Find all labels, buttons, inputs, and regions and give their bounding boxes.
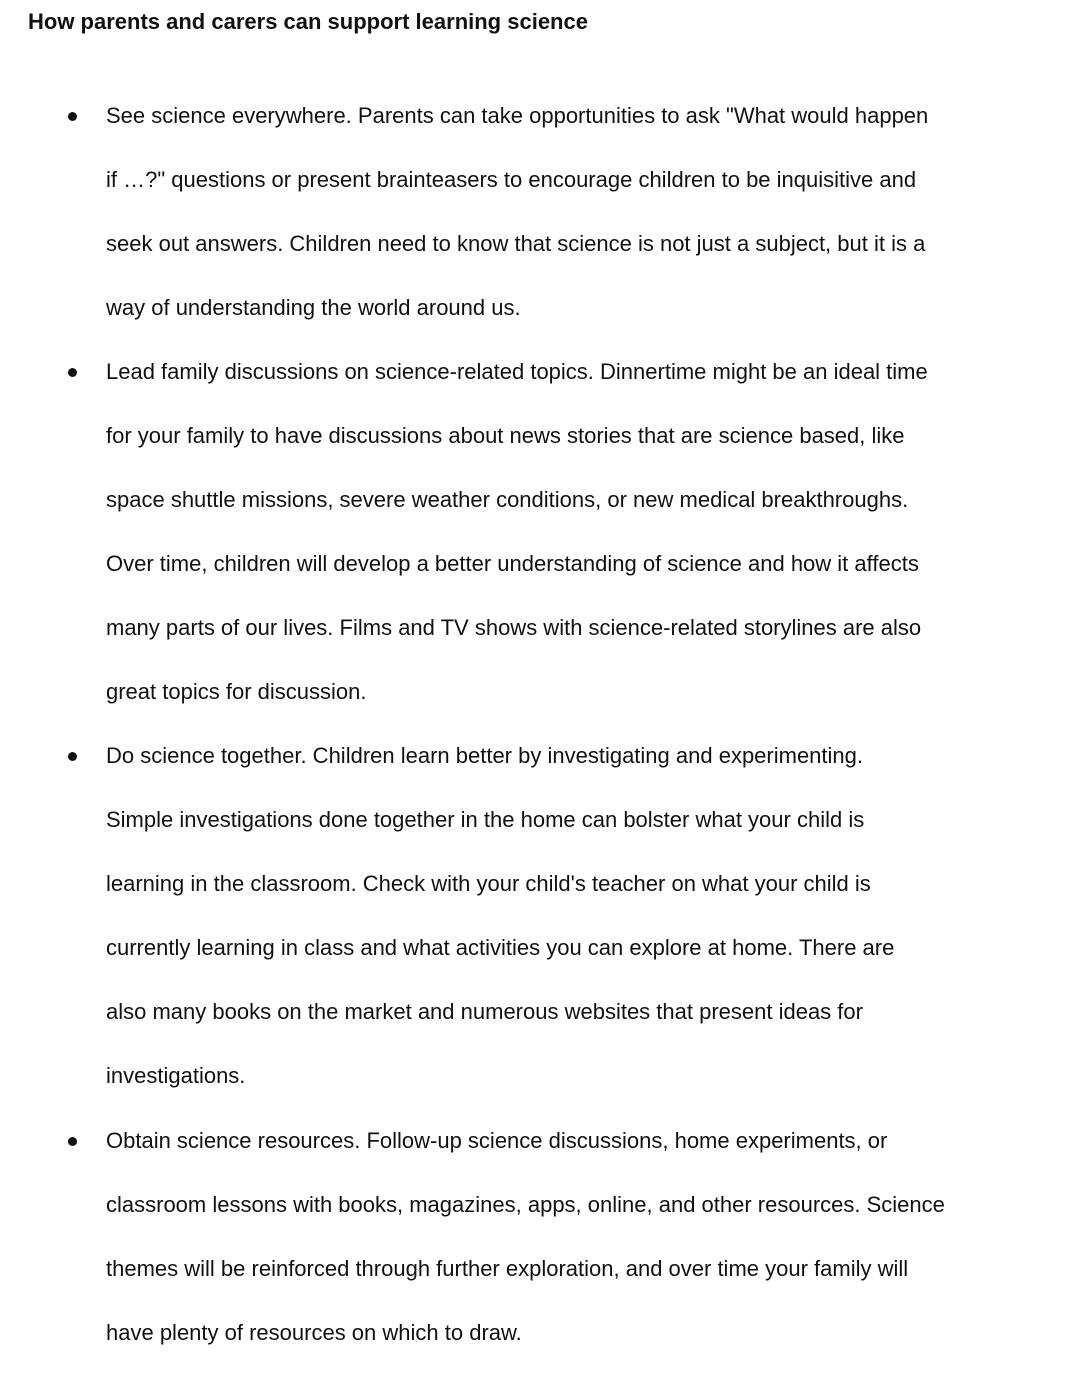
list-item-line: many parts of our lives. Films and TV shows with science-related storylines are also (106, 615, 922, 640)
list-item-line: investigations. (106, 1063, 246, 1088)
list-item-line: currently learning in class and what activities you can explore at home. There are (106, 935, 895, 960)
page-title: How parents and carers can support learning science (28, 9, 588, 34)
list-item-line: have plenty of resources on which to draw. (106, 1320, 522, 1345)
bullet-icon (68, 752, 77, 761)
list-item-line: space shuttle missions, severe weather conditions, or new medical breakthroughs. (106, 487, 909, 512)
list-item-line: also many books on the market and numerous websites that present ideas for (106, 999, 863, 1024)
list-item-line: Do science together. Children learn better by investigating and experimenting. (106, 743, 864, 768)
list-item-line: for your family to have discussions about news stories that are science based, like (106, 423, 905, 448)
list-item-line: Obtain science resources. Follow-up science discussions, home experiments, or (106, 1128, 888, 1153)
list-item-line: great topics for discussion. (106, 679, 367, 704)
list-item-line: See science everywhere. Parents can take opportunities to ask "What would happen (106, 103, 929, 128)
list-item-line: themes will be reinforced through further exploration, and over time your family will (106, 1256, 909, 1281)
list-item-line: if …?" questions or present brainteasers to encourage children to be inquisitive and (106, 167, 917, 192)
list-item-line: classroom lessons with books, magazines, apps, online, and other resources. Science (106, 1192, 945, 1217)
list-item-line: Over time, children will develop a better understanding of science and how it affects (106, 551, 919, 576)
bullet-icon (68, 1137, 77, 1146)
list-item-line: seek out answers. Children need to know that science is not just a subject, but it is a (106, 231, 926, 256)
bullet-icon (68, 368, 77, 377)
list-item-line: Simple investigations done together in the home can bolster what your child is (106, 807, 865, 832)
list-item-line: Lead family discussions on science-related topics. Dinnertime might be an ideal time (106, 359, 928, 384)
list-item-line: learning in the classroom. Check with your child's teacher on what your child is (106, 871, 871, 896)
bullet-icon (68, 112, 77, 121)
list-item-line: way of understanding the world around us. (106, 295, 521, 320)
